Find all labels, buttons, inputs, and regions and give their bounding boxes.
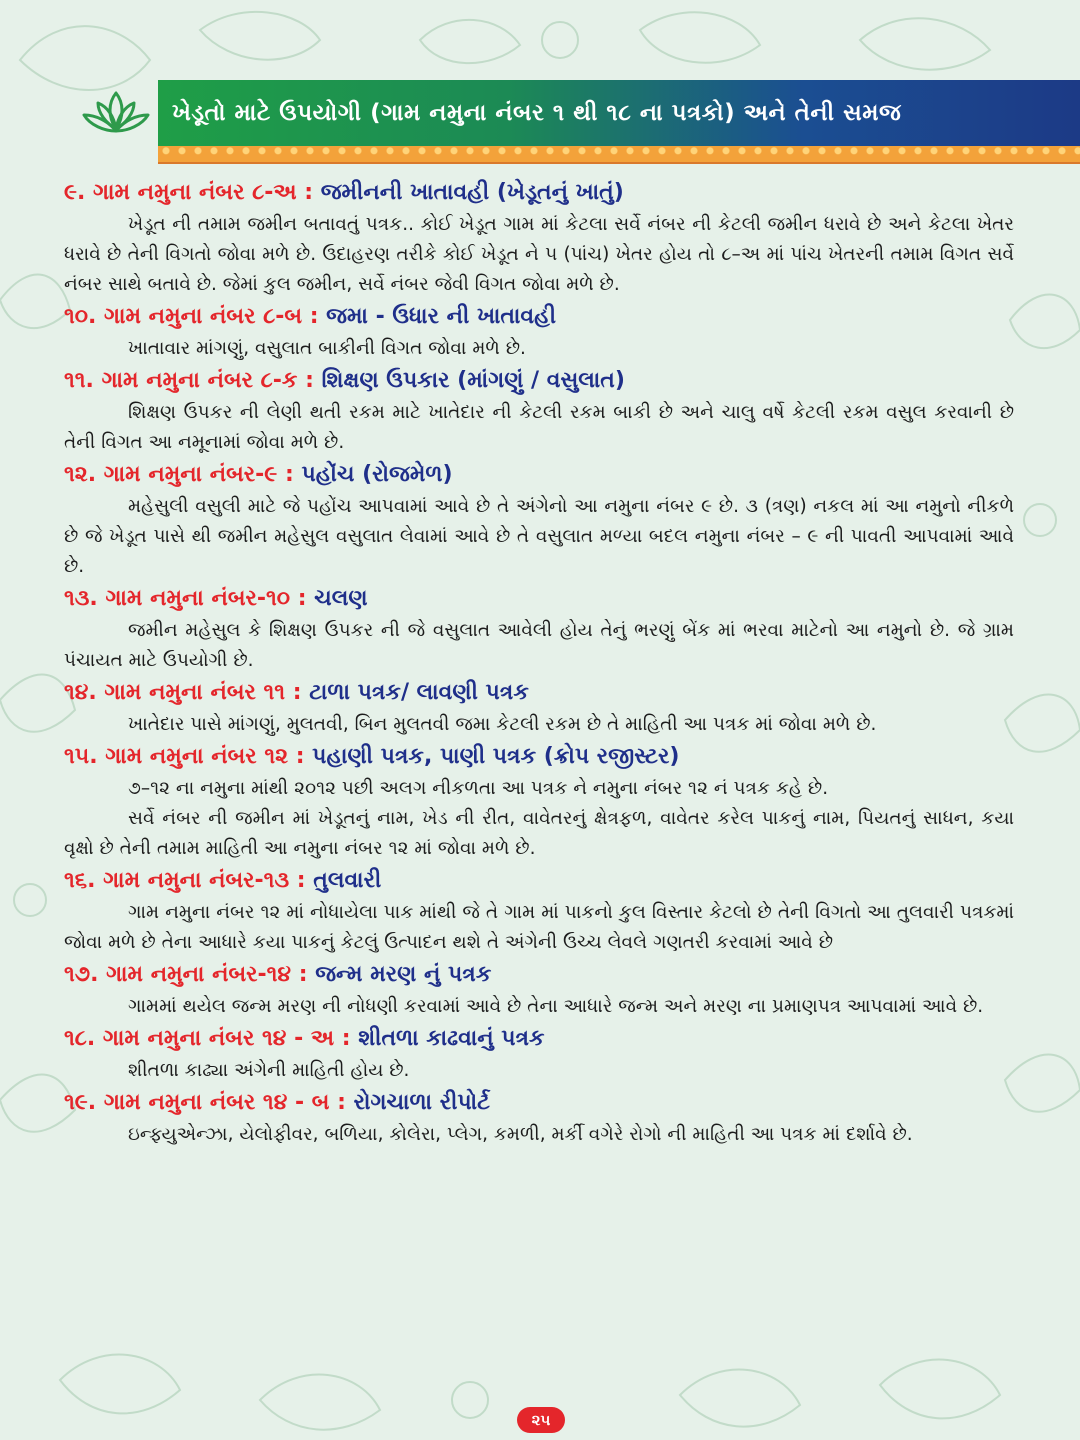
lotus-logo [74, 80, 158, 146]
section-name: પહાણી પત્રક, પાણી પત્રક (ક્રોપ રજીસ્ટર) [312, 744, 680, 769]
section-heading [64, 864, 1014, 898]
section-11 [64, 364, 1014, 458]
section-number: ૧૦. ગામ નમુના નંબર ૮-બ : [64, 304, 319, 329]
section-heading [64, 1086, 1014, 1120]
lotus-icon [80, 87, 152, 139]
section-paragraph: સર્વે નંબર ની જમીન માં ખેડૂતનું નામ, ખેડ ની રીત, વાવેતરનું ક્ષેત્રફળ, વાવેતર કરેલ પાકનું નામ, પિયતનું સાધન, કયા વૃક્ષો છે તેની તમામ માહિતી આ નમુના નંબર ૧૨ માં જોવા મળે છે. [64, 808, 1014, 859]
section-19 [64, 1086, 1014, 1150]
section-paragraph: શીતળા કાઢ્યા અંગેની માહિતી હોય છે. [128, 1060, 410, 1081]
section-heading [64, 176, 1014, 210]
section-name: જમા - ઉધાર ની ખાતાવહી [326, 304, 557, 329]
page-header-banner [74, 80, 1080, 146]
section-heading [64, 364, 1014, 398]
section-number: ૧૬. ગામ નમુના નંબર-૧૩ : [64, 868, 306, 893]
section-name: શિક્ષણ ઉપકાર (માંગણું / વસુલાત) [321, 368, 625, 393]
section-18 [64, 1022, 1014, 1086]
section-number: ૧૭. ગામ નમુના નંબર-૧૪ : [64, 962, 308, 987]
section-name: જન્મ મરણ નું પત્રક [315, 962, 492, 987]
section-number: ૧૪. ગામ નમુના નંબર ૧૧ : [64, 680, 302, 705]
section-paragraph: ગામમાં થયેલ જન્મ મરણ ની નોધણી કરવામાં આવે છે તેના આધારે જન્મ અને મરણ ના પ્રમાણપત્ર આપવામાં આવે છે. [128, 996, 984, 1017]
section-paragraph: ઇન્ફ્યુએન્ઝા, યેલોફીવર, બળિયા, કોલેરા, પ્લેગ, કમળી, મર્કી વગેરે રોગો ની માહિતી આ પત્રક માં દર્શાવે છે. [128, 1124, 913, 1145]
section-name: શીતળા કાઢવાનું પત્રક [358, 1026, 545, 1051]
section-number: ૯. ગામ નમુના નંબર ૮-અ : [64, 180, 314, 205]
section-paragraph: ખેડૂત ની તમામ જમીન બતાવતું પત્રક.. કોઈ ખેડૂત ગામ માં કેટલા સર્વે નંબર ની કેટલી જમીન ધરાવે છે અને કેટલા ખેતર ધરાવે છે તેની વિગતો જોવા મળે છે. ઉદાહરણ તરીકે કોઈ ખેડૂત ને ૫ (પાંચ) ખેતર હોય તો ૮–અ માં પાંચ ખેતરની તમામ વિગત સર્વે નંબર સાથે બતાવે છે. જેમાં કુલ જમીન, સર્વે નંબર જેવી વિગત જોવા મળે છે. [64, 214, 1014, 295]
section-heading [64, 676, 1014, 710]
section-name: જમીનની ખાતાવહી (ખેડૂતનું ખાતું) [320, 180, 624, 205]
section-16 [64, 864, 1014, 958]
section-paragraph: મહેસુલી વસુલી માટે જે પહોંચ આપવામાં આવે છે તે અંગેનો આ નમુના નંબર ૯ છે. ૩ (ત્રણ) નકલ માં આ નમુનો નીકળે છે જે ખેડૂત પાસે થી જમીન મહેસુલ વસુલાત લેવામાં આવે છે તે વસુલાત મળ્યા બદલ નમુના નંબર – ૯ ની પાવતી આપવામાં આવે છે. [64, 496, 1014, 577]
section-number: ૧૫. ગામ નમુના નંબર ૧૨ : [64, 744, 305, 769]
page-number-badge: ૨૫ [517, 1407, 565, 1433]
section-15 [64, 740, 1014, 864]
section-heading [64, 582, 1014, 616]
section-13 [64, 582, 1014, 676]
section-paragraph: ખાતેદાર પાસે માંગણું, મુલતવી, બિન મુલતવી જમા કેટલી રકમ છે તે માહિતી આ પત્રક માં જોવા મળે છે. [128, 714, 877, 735]
section-heading [64, 958, 1014, 992]
section-paragraph: ખાતાવાર માંગણું, વસુલાત બાકીની વિગત જોવા મળે છે. [128, 338, 526, 359]
section-name: ટાળા પત્રક/ લાવણી પત્રક [309, 680, 529, 705]
section-number: ૧૧. ગામ નમુના નંબર ૮-ક : [64, 368, 314, 393]
section-14 [64, 676, 1014, 740]
section-paragraph: ૭–૧૨ ના નમુના માંથી ૨૦૧૨ પછી અલગ નીકળતા આ પત્રક ને નમુના નંબર ૧૨ નં પત્રક કહે છે. [128, 778, 829, 799]
section-name: તુલવારી [313, 868, 382, 893]
header-title-band [158, 80, 1080, 146]
section-17 [64, 958, 1014, 1022]
section-number: ૧૯. ગામ નમુના નંબર ૧૪ - બ : [64, 1090, 346, 1115]
section-paragraph: જમીન મહેસુલ કે શિક્ષણ ઉપકર ની જે વસુલાત આવેલી હોય તેનું ભરણું બેંક માં ભરવા માટેનો આ નમુનો છે. જે ગ્રામ પંચાયત માટે ઉપયોગી છે. [64, 620, 1014, 671]
section-name: પહોંચ (રોજમેળ) [301, 462, 453, 487]
page-title: ખેડૂતો માટે ઉપયોગી (ગામ નમુના નંબર ૧ થી ૧૮ ના પત્રકો) અને તેની સમજ [172, 100, 902, 126]
section-name: રોગચાળા રીપોર્ટ [353, 1090, 490, 1115]
section-name: ચલણ [314, 586, 368, 611]
section-heading [64, 1022, 1014, 1056]
section-heading [64, 458, 1014, 492]
section-number: ૧૨. ગામ નમુના નંબર-૯ : [64, 462, 294, 487]
section-heading [64, 740, 1014, 774]
section-10 [64, 300, 1014, 364]
section-paragraph: ગામ નમુના નંબર ૧૨ માં નોધાયેલા પાક માંથી જે તે ગામ માં પાકનો કુલ વિસ્તાર કેટલો છે તેની વિગતો આ તુલવારી પત્રકમાં જોવા મળે છે તેના આધારે કયા પાકનું કેટલું ઉત્પાદન થશે તે અંગેની ઉચ્ચ લેવલે ગણતરી કરવામાં આવે છે [64, 902, 1014, 953]
content-area [64, 176, 1014, 1150]
section-number: ૧૮. ગામ નમુના નંબર ૧૪ - અ : [64, 1026, 351, 1051]
section-paragraph: શિક્ષણ ઉપકર ની લેણી થતી રકમ માટે ખાતેદાર ની કેટલી રકમ બાકી છે અને ચાલુ વર્ષે કેટલી રકમ વસુલ કરવાની છે તેની વિગત આ નમૂનામાં જોવા મળે છે. [64, 402, 1014, 453]
ornamental-border [158, 146, 1080, 164]
section-9 [64, 176, 1014, 300]
section-12 [64, 458, 1014, 582]
section-heading [64, 300, 1014, 334]
section-number: ૧૩. ગામ નમુના નંબર-૧૦ : [64, 586, 307, 611]
